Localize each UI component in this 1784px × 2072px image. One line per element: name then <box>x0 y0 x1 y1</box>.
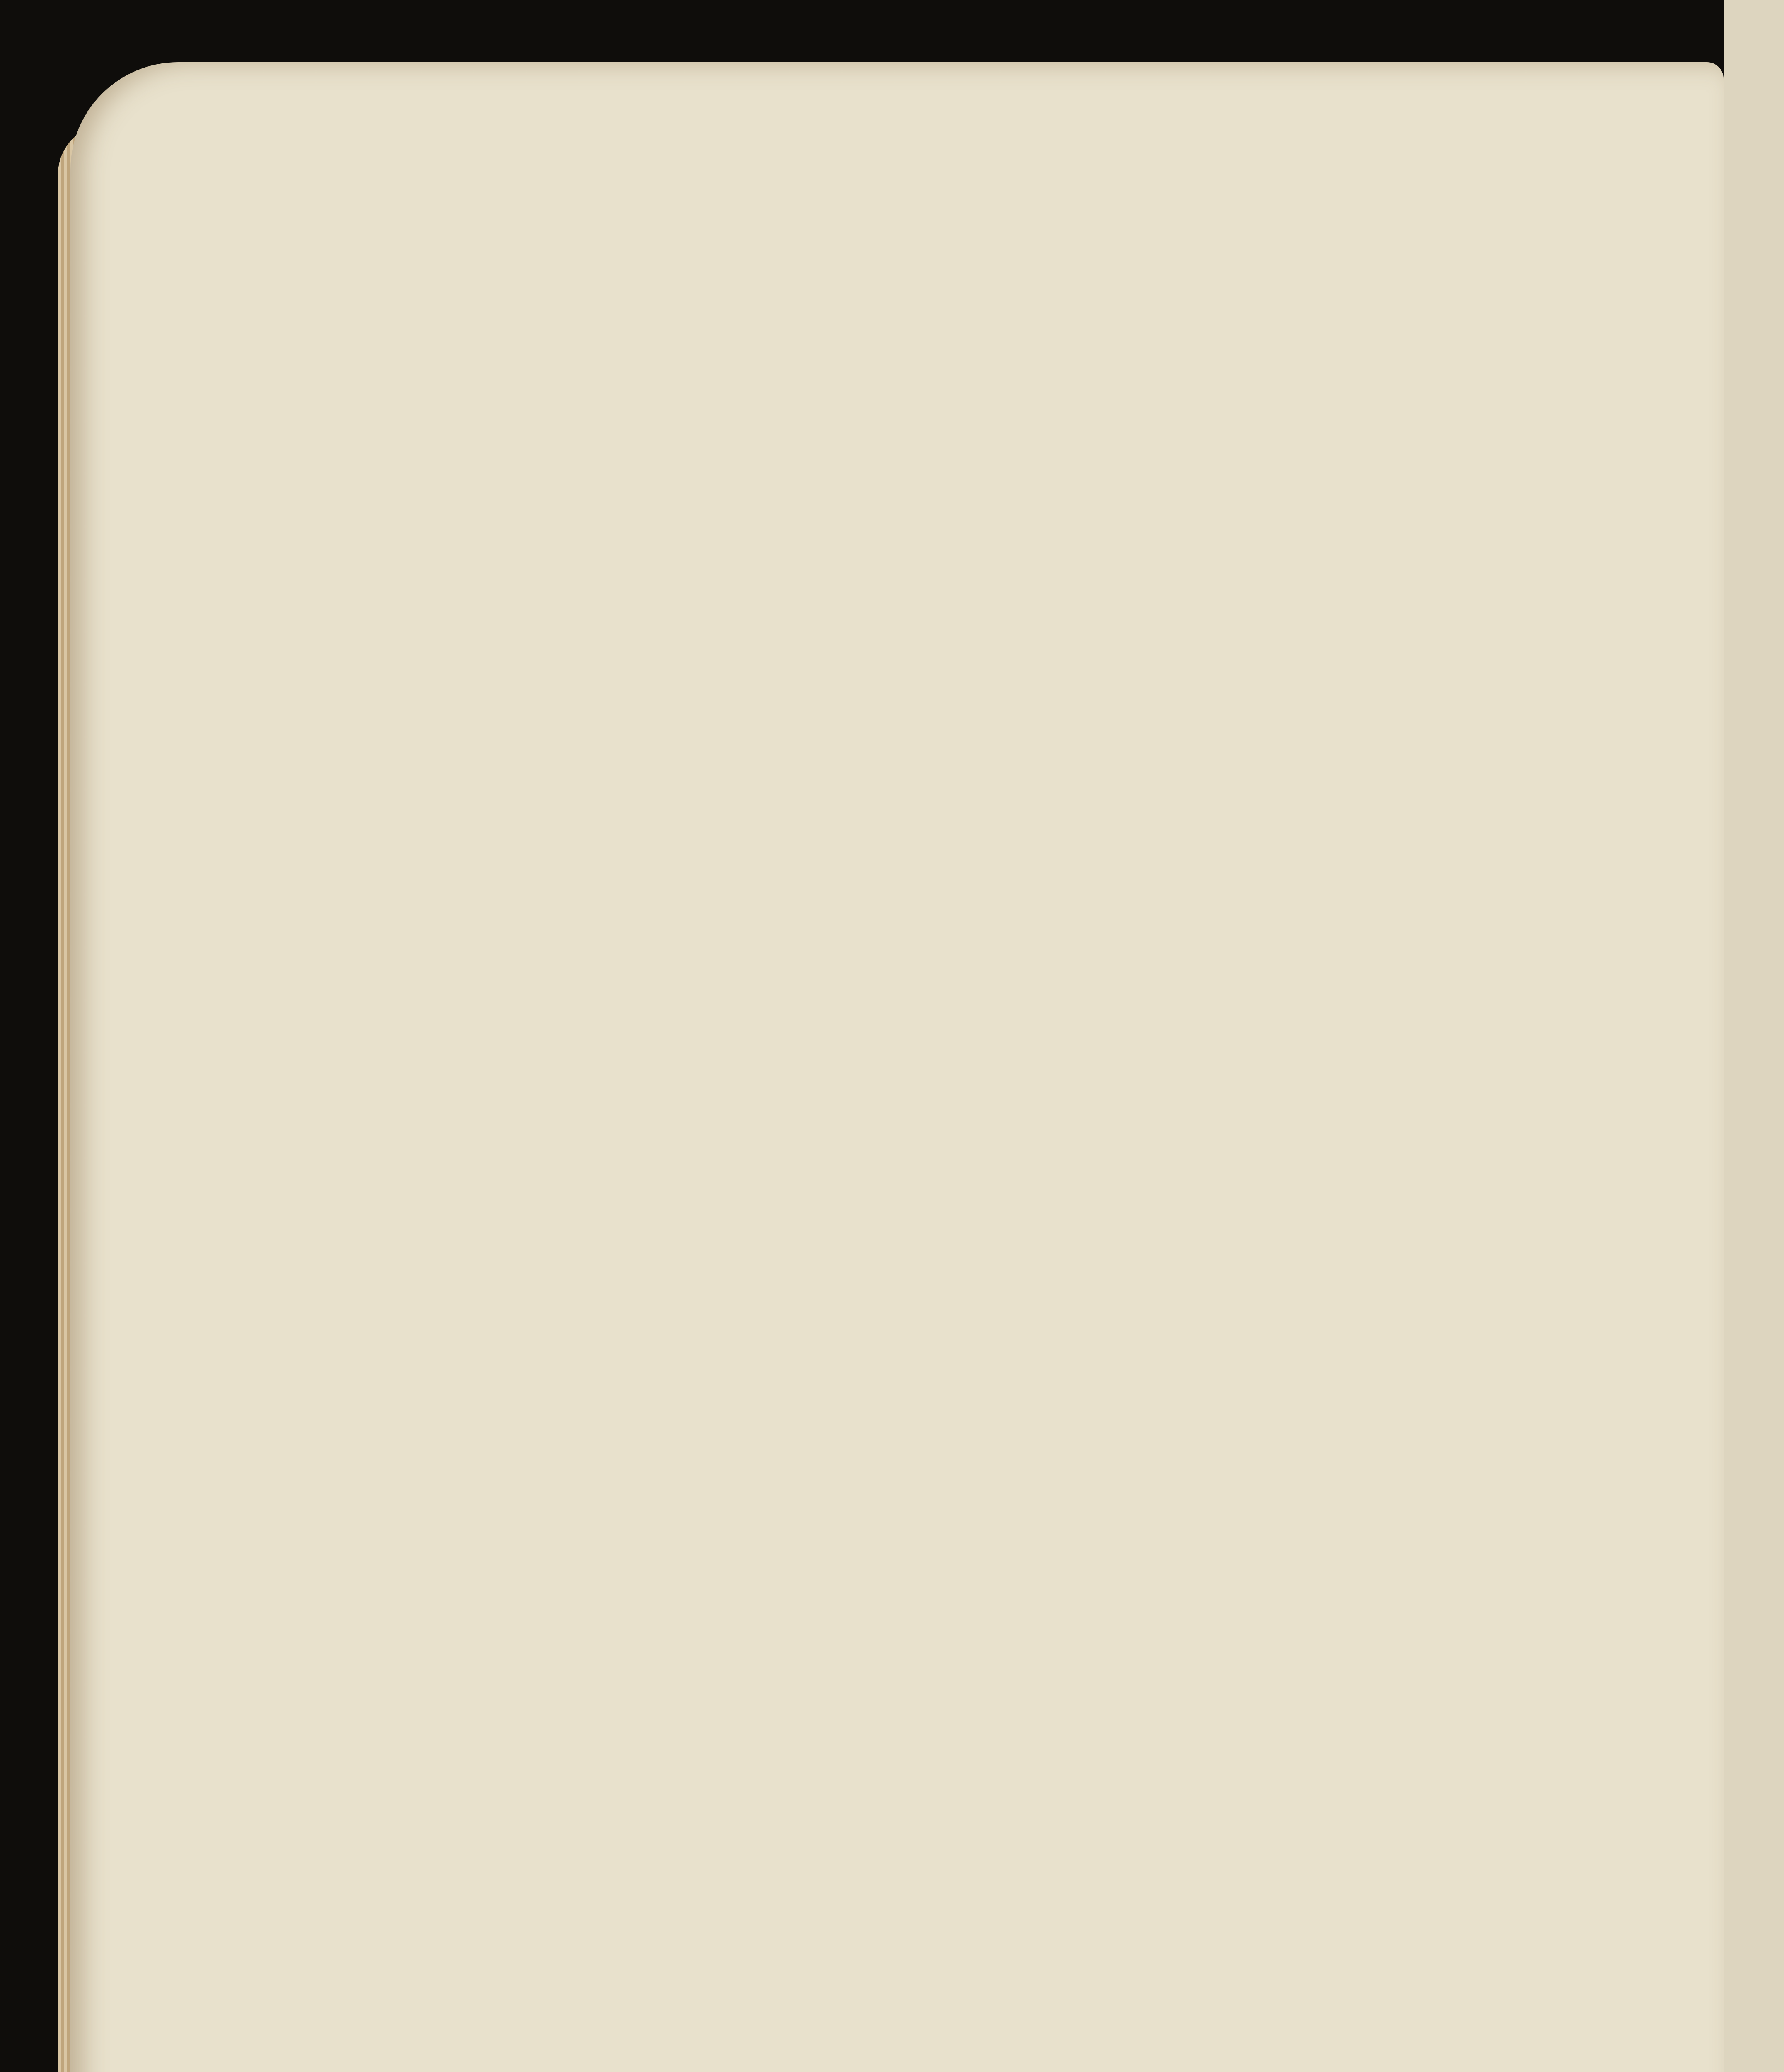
adjacent-page <box>1724 0 1784 2072</box>
book-page <box>70 62 1724 2072</box>
